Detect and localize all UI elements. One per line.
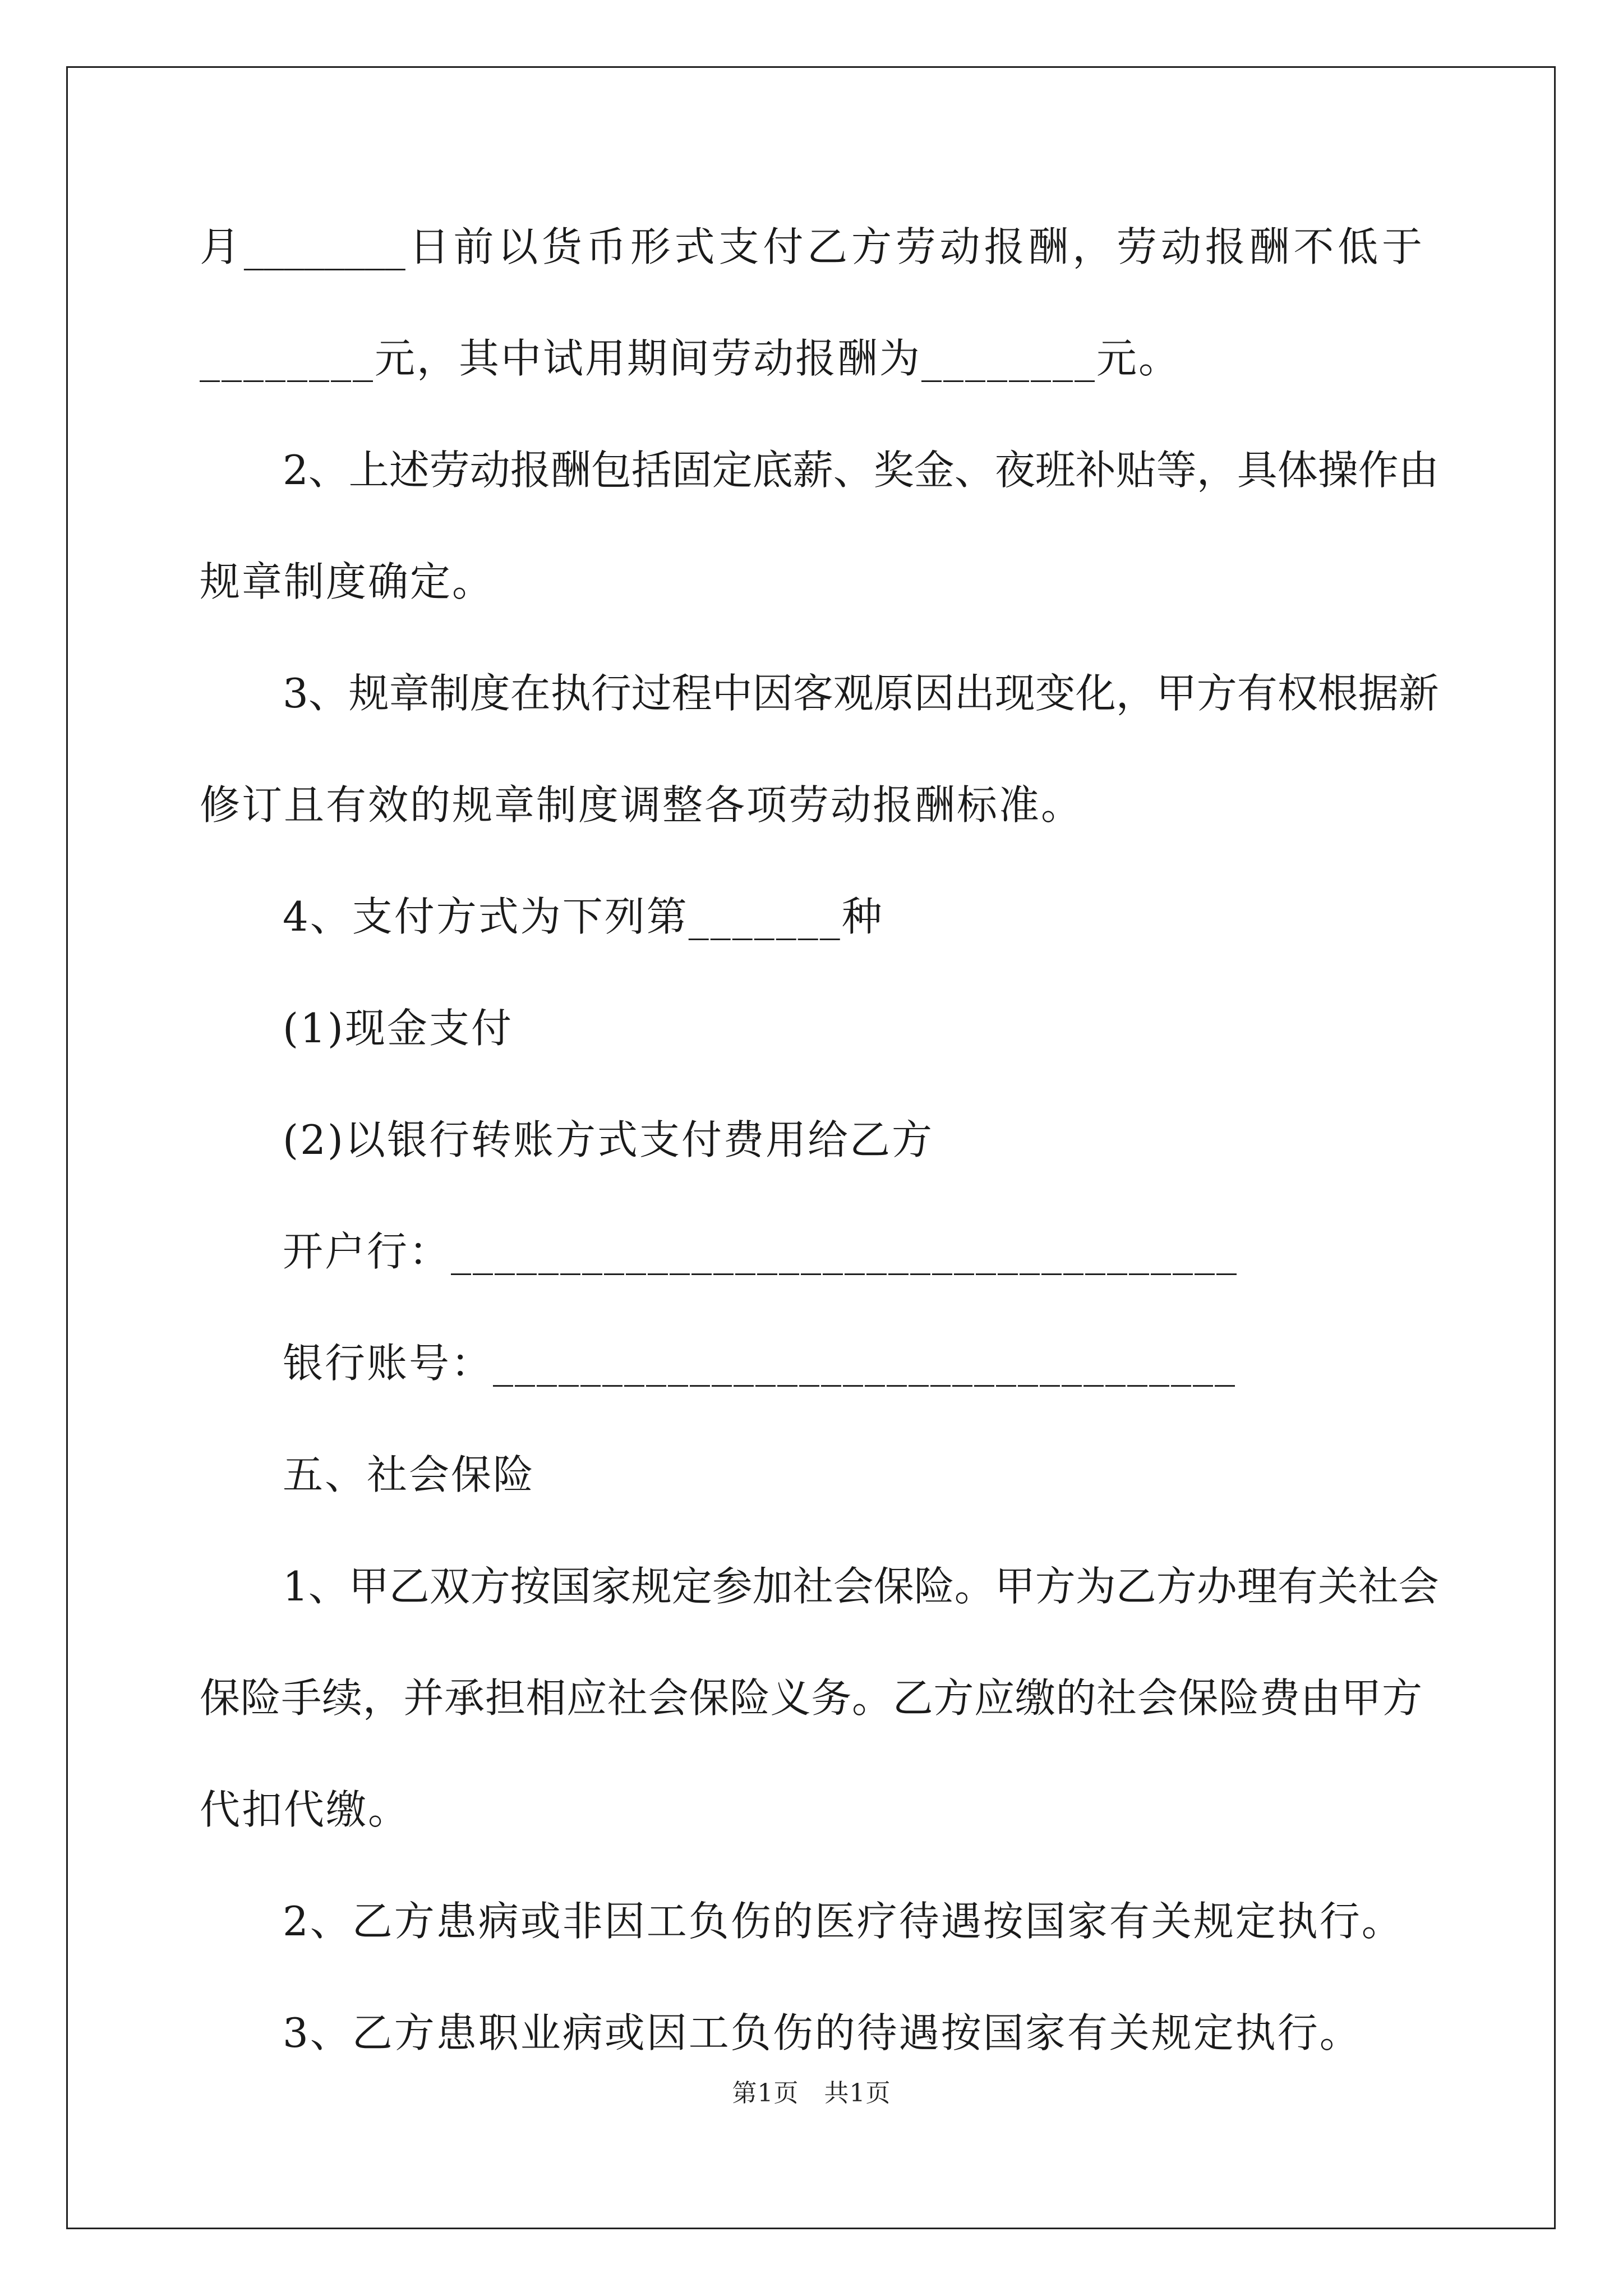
text-line: 代扣代缴。 xyxy=(200,1786,411,1833)
text-line: 1、甲乙双方按国家规定参加社会保险。甲方为乙方办理有关社会 xyxy=(283,1563,1439,1610)
text-line: 3、规章制度在执行过程中因客观原因出现变化，甲方有权根据新 xyxy=(283,670,1439,717)
text-line: 4、支付方式为下列第_______种 xyxy=(283,893,884,940)
text-line: 开户行：____________________________________ xyxy=(283,1228,1239,1275)
text-line: 保险手续，并承担相应社会保险义务。乙方应缴的社会保险费由甲方 xyxy=(200,1674,1422,1722)
text-line: 月________日前以货币形式支付乙方劳动报酬，劳动报酬不低于 xyxy=(200,223,1422,270)
section-heading: 五、社会保险 xyxy=(283,1451,536,1498)
text-line: 修订且有效的规章制度调整各项劳动报酬标准。 xyxy=(200,781,1083,829)
text-line: (2)以银行转账方式支付费用给乙方 xyxy=(283,1116,934,1163)
text-line: 2、上述劳动报酬包括固定底薪、奖金、夜班补贴等，具体操作由 xyxy=(283,447,1439,494)
text-line: ________元，其中试用期间劳动报酬为________元。 xyxy=(200,335,1181,382)
text-line: 2、乙方患病或非因工负伤的医疗待遇按国家有关规定执行。 xyxy=(283,1898,1404,1945)
text-line: (1)现金支付 xyxy=(283,1005,513,1052)
page-number: 第1页 共1页 xyxy=(732,2079,891,2108)
text-line: 规章制度确定。 xyxy=(200,558,495,605)
text-line: 银行账号：__________________________________ xyxy=(283,1340,1237,1387)
text-line: 3、乙方患职业病或因工负伤的待遇按国家有关规定执行。 xyxy=(283,2009,1362,2056)
